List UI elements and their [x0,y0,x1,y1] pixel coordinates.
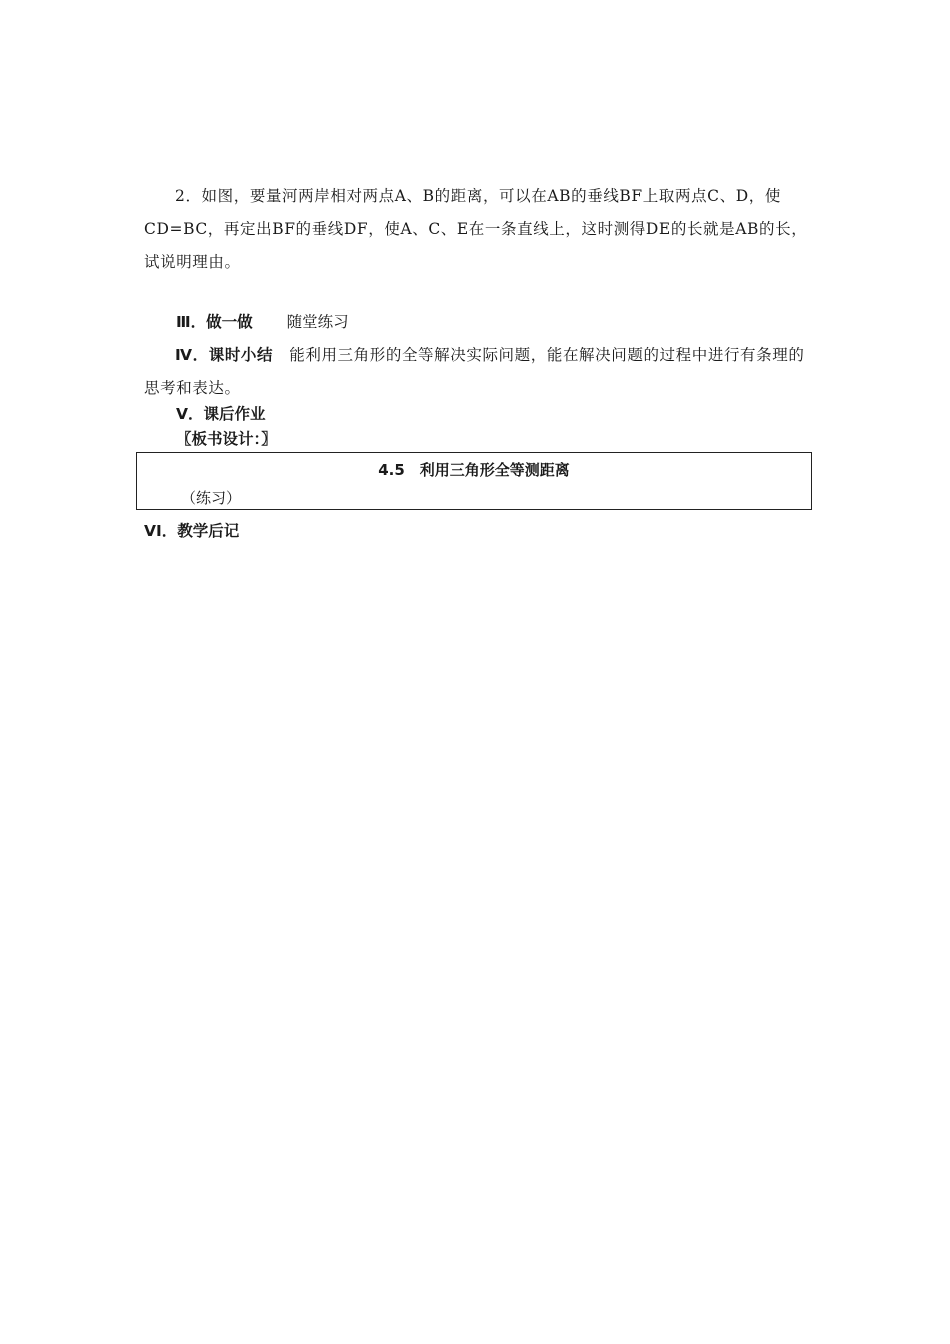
section-3-heading: Ⅲ．做一做 [176,313,253,331]
section-4-heading: Ⅳ．课时小结 [175,346,274,364]
section-6-heading: VI．教学后记 [144,522,240,540]
section-3-text: 随堂练习 [286,313,349,331]
section-3 [176,310,349,332]
board-design-label: 〖板书设计：〗 [176,430,277,448]
board-design-subtitle: （练习） [181,489,242,507]
board-design-box [136,452,812,510]
problem-2-text: 2．如图，要量河两岸相对两点A、B的距离，可以在AB的垂线BF上取两点C、D，使CD=BC，再定出BF的垂线DF，使A、C、E在一条直线上，这时测得DE的长就是AB的长，试说明理由。 [144,187,808,271]
section-4 [144,339,814,405]
section-5-heading: Ⅴ．课后作业 [176,405,266,423]
board-design-title: 4.5 利用三角形全等测距离 [378,461,570,479]
section-4-text: 能利用三角形的全等解决实际问题，能在解决问题的过程中进行有条理的思考和表达。 [144,346,805,397]
